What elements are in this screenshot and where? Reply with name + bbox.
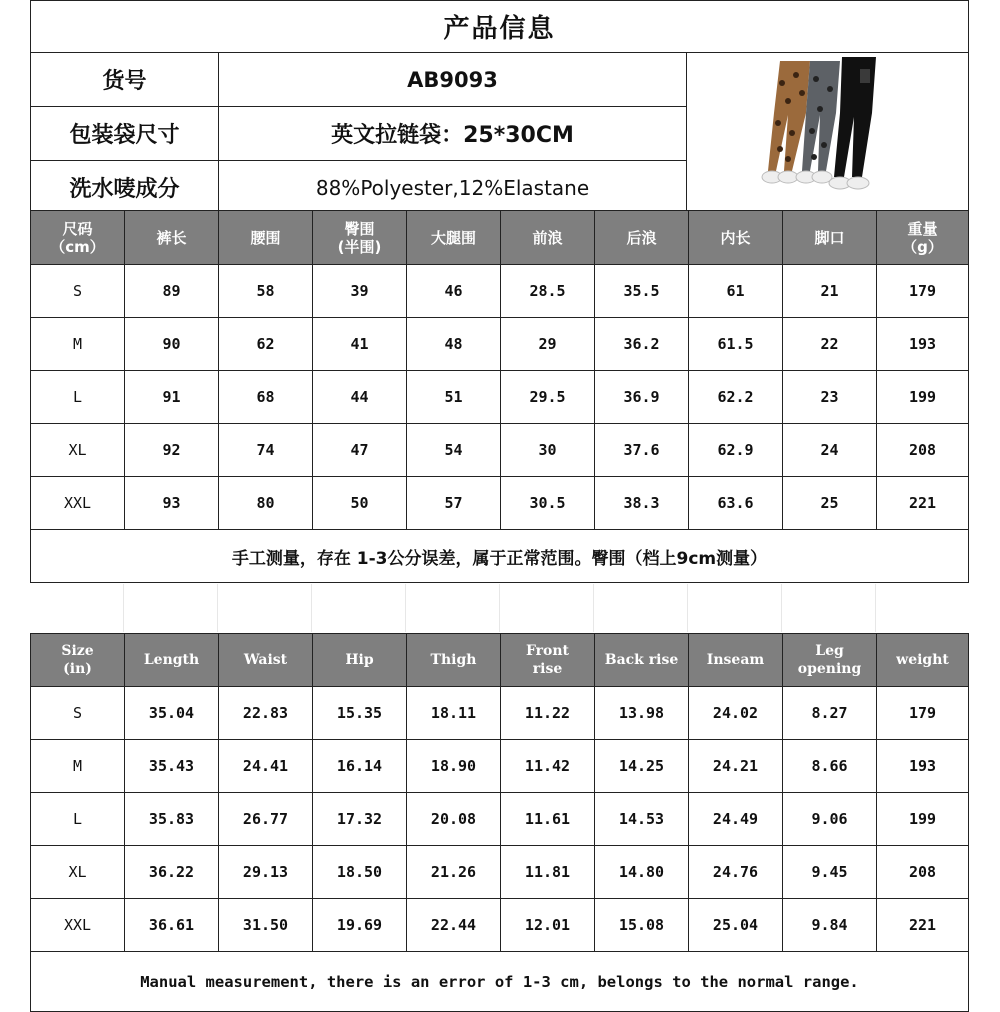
cm-header-text: 大腿围 [430,228,476,247]
value-cell: 90 [125,318,219,371]
value-cell: 36.9 [595,371,689,424]
size-cell: XL [31,846,125,899]
in-measurement-note: Manual measurement, there is an error of 1-3 cm, belongs to the normal range. [31,952,969,1012]
value-cell: 18.11 [407,687,501,740]
value-cell: 13.98 [595,687,689,740]
cm-header-3 [313,211,407,265]
cm-header-8 [783,211,877,265]
size-cell: XL [31,424,125,477]
value-cell: 44 [313,371,407,424]
value-cell: 48 [407,318,501,371]
value-cell: 21 [783,265,877,318]
in-header-2 [219,634,313,687]
cm-header-9 [877,211,969,265]
value-cell: 58 [219,265,313,318]
in-header-9 [877,634,969,687]
value-cell: 24.76 [689,846,783,899]
value-cell: 11.42 [501,740,595,793]
value-cell: 14.53 [595,793,689,846]
page-title: 产品信息 [31,1,969,53]
size-cell: L [31,371,125,424]
in-header-text: Waist [243,652,288,668]
value-cell: 36.22 [125,846,219,899]
value-cell: 93 [125,477,219,530]
value-cell: 221 [877,477,969,530]
size-cell: M [31,740,125,793]
in-header-text: Inseam [706,652,765,668]
value-cell: 92 [125,424,219,477]
value-cell: 8.27 [783,687,877,740]
value-cell: 35.83 [125,793,219,846]
value-cell: 63.6 [689,477,783,530]
leggings-photo [748,53,908,208]
item-no-value: AB9093 [219,53,687,107]
value-cell: 23 [783,371,877,424]
in-header-7 [689,634,783,687]
in-header-text: opening [797,661,862,677]
cm-header-6 [595,211,689,265]
bag-size-label: 包装袋尺寸 [31,107,219,161]
in-header-text: Back rise [604,652,679,668]
value-cell: 24.21 [689,740,783,793]
value-cell: 15.35 [313,687,407,740]
in-header-0 [31,634,125,687]
cm-header-text: 重量 [907,219,938,238]
in-header-8 [783,634,877,687]
size-chart-inches [30,633,969,1012]
value-cell: 30.5 [501,477,595,530]
value-cell: 41 [313,318,407,371]
value-cell: 221 [877,899,969,952]
value-cell: 14.80 [595,846,689,899]
value-cell: 9.06 [783,793,877,846]
cm-header-text: 臀围 [344,219,375,238]
in-header-row [31,634,969,687]
table-row [31,740,969,793]
table-row [31,477,969,530]
in-header-text: (in) [63,661,92,677]
in-header-6 [595,634,689,687]
value-cell: 25 [783,477,877,530]
in-header-3 [313,634,407,687]
size-cell: S [31,265,125,318]
value-cell: 28.5 [501,265,595,318]
value-cell: 35.04 [125,687,219,740]
value-cell: 36.61 [125,899,219,952]
value-cell: 62.2 [689,371,783,424]
value-cell: 199 [877,371,969,424]
in-header-4 [407,634,501,687]
value-cell: 39 [313,265,407,318]
value-cell: 11.61 [501,793,595,846]
value-cell: 20.08 [407,793,501,846]
value-cell: 38.3 [595,477,689,530]
value-cell: 8.66 [783,740,877,793]
cm-header-text: (半围) [337,237,382,256]
cm-header-text: 裤长 [156,228,187,247]
cm-header-5 [501,211,595,265]
value-cell: 11.22 [501,687,595,740]
value-cell: 17.32 [313,793,407,846]
composition-label: 洗水唛成分 [31,161,219,215]
table-row [31,318,969,371]
in-header-text: Thigh [430,652,477,668]
value-cell: 80 [219,477,313,530]
value-cell: 24.41 [219,740,313,793]
cm-header-text: （cm） [50,237,105,256]
cm-header-text: 前浪 [532,228,563,247]
cm-header-text: （g） [902,237,943,256]
cm-header-4 [407,211,501,265]
value-cell: 12.01 [501,899,595,952]
value-cell: 89 [125,265,219,318]
table-row [31,265,969,318]
value-cell: 9.45 [783,846,877,899]
value-cell: 35.5 [595,265,689,318]
cm-header-2 [219,211,313,265]
cm-header-text: 尺码 [62,219,93,238]
value-cell: 29.5 [501,371,595,424]
cm-measurement-note: 手工测量，存在 1-3公分误差，属于正常范围。臀围（档上9cm测量） [31,530,969,583]
cm-header-text: 后浪 [626,228,657,247]
value-cell: 19.69 [313,899,407,952]
cm-header-1 [125,211,219,265]
bag-size-value: 英文拉链袋：25*30CM [219,107,687,161]
value-cell: 62 [219,318,313,371]
in-header-text: Leg [815,643,844,659]
product-image-cell [687,53,969,215]
value-cell: 57 [407,477,501,530]
value-cell: 68 [219,371,313,424]
value-cell: 37.6 [595,424,689,477]
value-cell: 179 [877,687,969,740]
cm-header-7 [689,211,783,265]
in-header-text: Size [61,643,94,659]
table-row [31,424,969,477]
item-no-label: 货号 [31,53,219,107]
size-cell: S [31,687,125,740]
value-cell: 18.90 [407,740,501,793]
cm-header-0 [31,211,125,265]
in-header-text: Hip [345,652,374,668]
in-header-1 [125,634,219,687]
table-row [31,687,969,740]
table-row [31,793,969,846]
value-cell: 62.9 [689,424,783,477]
table-row [31,899,969,952]
value-cell: 26.77 [219,793,313,846]
in-header-text: Front [525,643,570,659]
value-cell: 91 [125,371,219,424]
value-cell: 24.49 [689,793,783,846]
value-cell: 30 [501,424,595,477]
value-cell: 21.26 [407,846,501,899]
value-cell: 36.2 [595,318,689,371]
cm-header-text: 内长 [720,228,751,247]
value-cell: 61.5 [689,318,783,371]
value-cell: 16.14 [313,740,407,793]
value-cell: 74 [219,424,313,477]
composition-value: 88%Polyester,12%Elastane [219,161,687,215]
size-cell: XXL [31,477,125,530]
value-cell: 47 [313,424,407,477]
product-info-table [30,0,969,215]
value-cell: 208 [877,846,969,899]
value-cell: 193 [877,318,969,371]
cm-header-row [31,211,969,265]
size-cell: L [31,793,125,846]
value-cell: 22 [783,318,877,371]
value-cell: 46 [407,265,501,318]
cm-header-text: 脚口 [814,228,845,247]
size-cell: M [31,318,125,371]
in-header-text: Length [143,652,200,668]
value-cell: 22.44 [407,899,501,952]
value-cell: 18.50 [313,846,407,899]
value-cell: 11.81 [501,846,595,899]
in-header-5 [501,634,595,687]
value-cell: 14.25 [595,740,689,793]
value-cell: 24.02 [689,687,783,740]
value-cell: 35.43 [125,740,219,793]
value-cell: 199 [877,793,969,846]
value-cell: 51 [407,371,501,424]
value-cell: 50 [313,477,407,530]
in-header-text: weight [896,652,949,668]
value-cell: 179 [877,265,969,318]
value-cell: 61 [689,265,783,318]
value-cell: 9.84 [783,899,877,952]
value-cell: 31.50 [219,899,313,952]
value-cell: 29.13 [219,846,313,899]
value-cell: 15.08 [595,899,689,952]
value-cell: 193 [877,740,969,793]
value-cell: 24 [783,424,877,477]
cm-header-text: 腰围 [250,228,281,247]
table-row [31,371,969,424]
value-cell: 29 [501,318,595,371]
in-header-text: rise [532,661,563,677]
value-cell: 208 [877,424,969,477]
table-row [31,846,969,899]
value-cell: 22.83 [219,687,313,740]
value-cell: 25.04 [689,899,783,952]
size-chart-cm [30,210,969,583]
value-cell: 54 [407,424,501,477]
size-cell: XXL [31,899,125,952]
